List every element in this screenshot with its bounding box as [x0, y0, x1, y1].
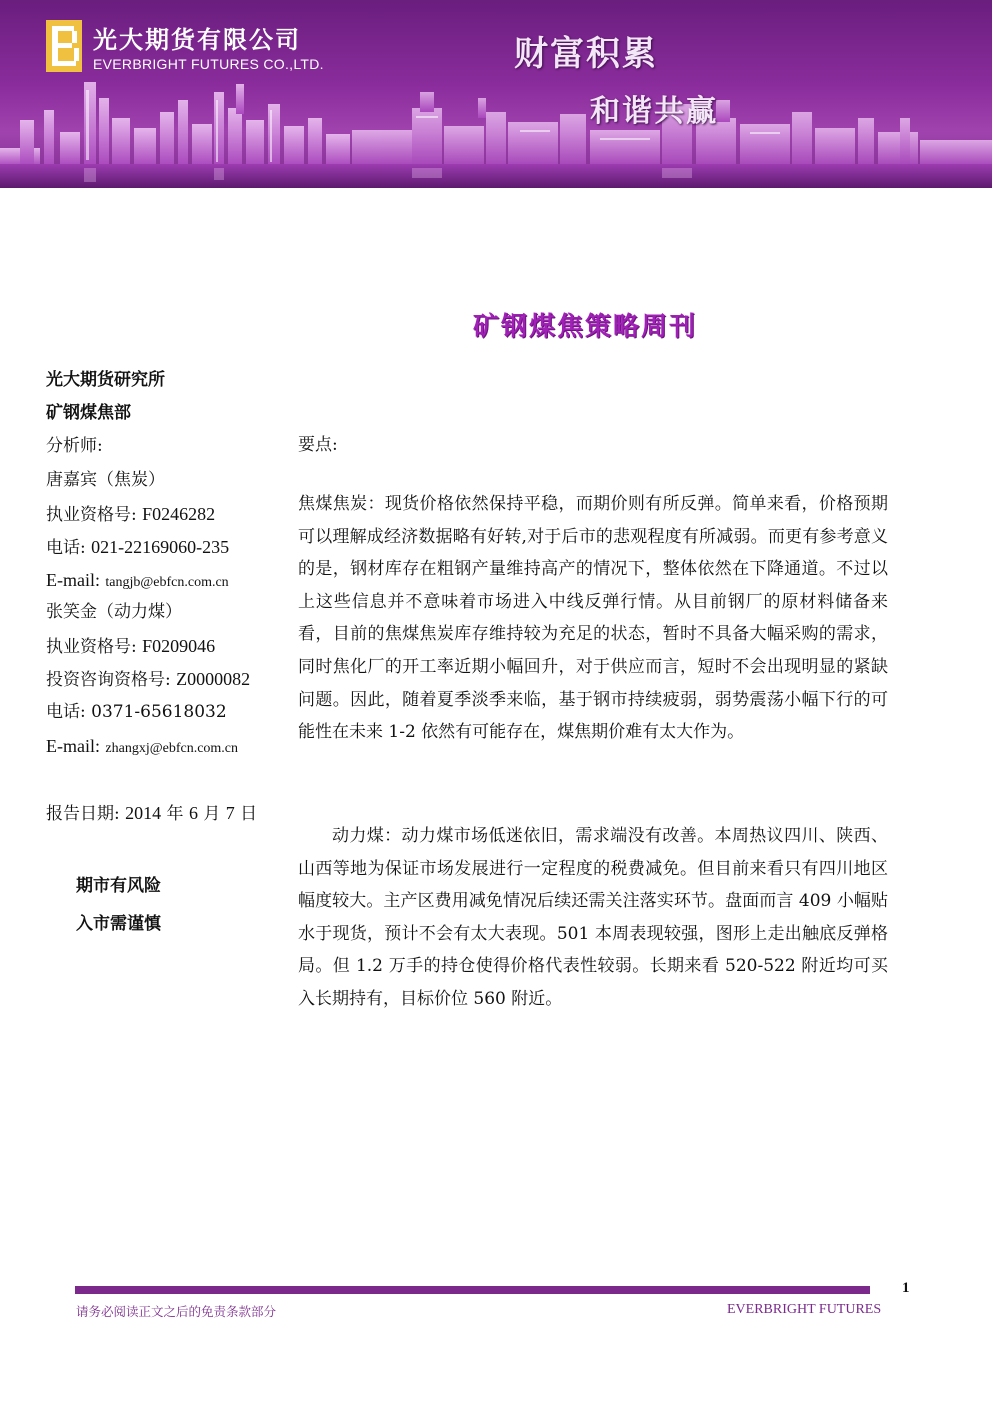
coking-coal-paragraph: 焦煤焦炭：现货价格依然保持平稳，而期价则有所反弹。简单来看，价格预期可以理解成经济数据略有好转,对于后市的悲观程度有所减弱。而更有参考意义的是，钢材库存在粗钢产量维持高产的情况下，整体依然在下降通道。不过以上这些信息并不意味着市场进入中线反弹行情。从目前钢厂的原材料储备来看，目前的焦煤焦炭库存维持较为充足的状态，暂时不具备大幅采购的需求，同时焦化厂的开工率近期小幅回升，对于供应而言，短时不会出现明显的紧缺问题。因此，随着夏季淡季来临，基于钢市持续疲弱，弱势震荡小幅下行的可能性在未来 1-2 依然有可能存在，煤焦期价难有太大作为。 — [298, 494, 888, 743]
phone-number: 0371-65618032 — [91, 702, 227, 722]
consult-label: 投资咨询资格号: — [46, 670, 171, 690]
header-banner — [0, 0, 992, 188]
report-date-month-unit: 月 — [203, 804, 221, 824]
analyst-label: 分析师: — [46, 436, 103, 456]
company-name-cn: 光大期货有限公司 — [93, 26, 301, 54]
risk-warning-line-2: 入市需谨慎 — [76, 914, 161, 934]
analyst1-email — [46, 571, 229, 590]
department-name: 矿钢煤焦部 — [46, 403, 131, 423]
thermal-coal-paragraph: 动力煤：动力煤市场低迷依旧，需求端没有改善。本周热议四川、陕西、山西等地为保证市场发展进行一定程度的税费减免。但目前来看只有四川地区幅度较大。主产区费用减免情况后续还需关注落实环节。盘面而言 409 小幅贴水于现货，预计不会有太大表现。501 本周表现较强，图形上走出触底反弹格局。但 1.2 万手的持仓使得价格代表性较弱。长期来看 520-522 附近均可买入长期持有，目标价位 560 附近。 — [298, 826, 888, 1009]
analyst1-phone — [46, 538, 229, 557]
report-date-day: 7 — [225, 803, 235, 823]
email-label: E-mail: — [46, 736, 100, 756]
analyst2-license — [46, 637, 215, 656]
license-label: 执业资格号: — [46, 637, 137, 657]
disclaimer-notice: 请务必阅读正文之后的免责条款部分 — [76, 1304, 277, 1319]
license-label: 执业资格号: — [46, 505, 137, 525]
analyst1-license — [46, 505, 215, 524]
slogan-line-1: 财富积累 — [514, 34, 658, 74]
analyst2-email — [46, 737, 238, 756]
email-address[interactable]: zhangxj@ebfcn.com.cn — [105, 741, 239, 756]
institute-name: 光大期货研究所 — [46, 370, 165, 390]
report-date-label: 报告日期: — [46, 804, 120, 824]
phone-label: 电话: — [46, 538, 86, 558]
analyst1-name: 唐嘉宾（焦炭） — [46, 470, 165, 490]
document-title: 矿钢煤焦策略周刊 — [473, 312, 698, 342]
report-date-month: 6 — [188, 803, 198, 823]
page-number: 1 — [902, 1280, 910, 1296]
report-date-year: 2014 — [125, 803, 162, 823]
footer-divider — [75, 1286, 870, 1294]
footer-brand: EVERBRIGHT FUTURES — [727, 1302, 882, 1317]
report-date — [46, 804, 257, 823]
license-number: F0209046 — [142, 636, 216, 656]
phone-label: 电话: — [46, 702, 86, 722]
key-points-label: 要点: — [298, 435, 338, 455]
email-label: E-mail: — [46, 570, 100, 590]
analyst2-phone — [46, 704, 227, 721]
company-name-en: EVERBRIGHT FUTURES CO.,LTD. — [93, 56, 324, 72]
slogan-line-2: 和谐共赢 — [590, 94, 718, 129]
license-number: F0246282 — [142, 504, 216, 524]
company-logo-icon — [46, 20, 82, 72]
consult-number: Z0000082 — [176, 669, 251, 689]
report-date-day-unit: 日 — [240, 804, 258, 824]
email-address[interactable]: tangjb@ebfcn.com.cn — [105, 575, 229, 590]
risk-warning-line-1: 期市有风险 — [76, 876, 161, 896]
phone-number: 021-22169060-235 — [91, 537, 230, 557]
analyst2-consult-license — [46, 670, 250, 689]
report-date-year-unit: 年 — [166, 804, 184, 824]
analyst2-name: 张笑金（动力煤） — [46, 602, 182, 622]
